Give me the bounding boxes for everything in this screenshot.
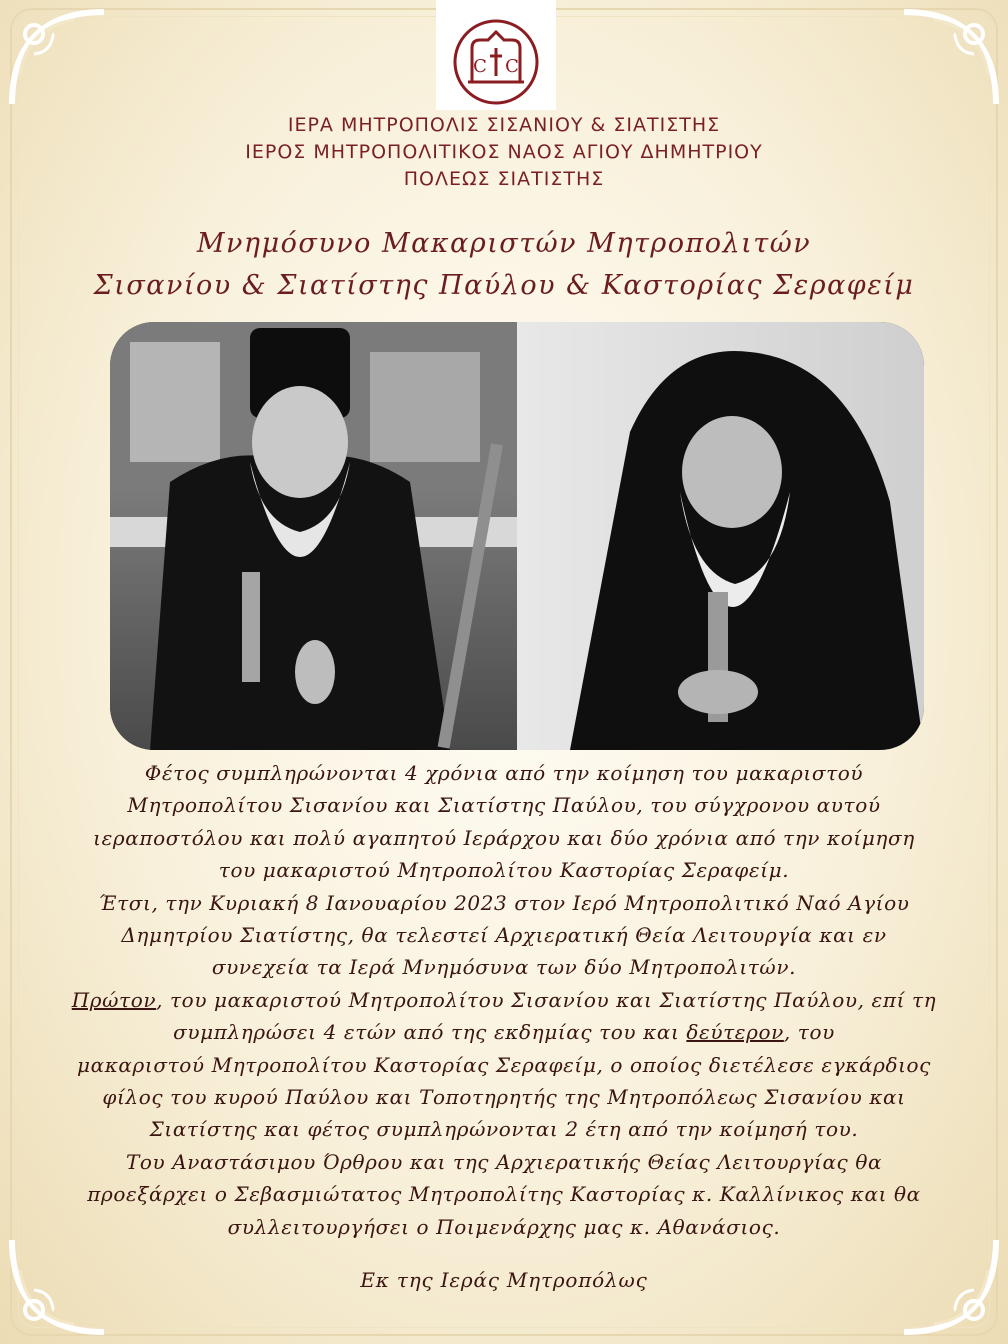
- body-line: μακαριστού Μητροπολίτου Καστορίας Σεραφείμ, ο οποίος διετέλεσε εγκάρδιος: [77, 1052, 931, 1077]
- header-line-2: ΙΕΡΟΣ ΜΗΤΡΟΠΟΛΙΤΙΚΟΣ ΝΑΟΣ ΑΓΙΟΥ ΔΗΜΗΤΡΙΟΥ: [245, 141, 763, 163]
- second-emphasis: δεύτερον: [686, 1020, 784, 1045]
- body-line: συλλειτουργήσει ο Ποιμενάρχης μας κ. Αθανάσιος.: [227, 1214, 781, 1239]
- photo-illustration: [110, 322, 924, 750]
- metropolitans-photo: [110, 322, 924, 750]
- body-line: Σιατίστης και φέτος συμπληρώνονται 2 έτη από την κοίμησή του.: [149, 1117, 859, 1142]
- body-fragment: , του: [783, 1020, 835, 1045]
- memorial-title-line-2: Σισανίου & Σιατίστης Παύλου & Καστορίας Σεραφείμ: [93, 270, 915, 301]
- body-line: φίλος του κυρού Παύλου και Τοποτηρητής της Μητροπόλεως Σισανίου και: [102, 1085, 906, 1110]
- body-line: Έτσι, την Κυριακή 8 Ιανουαρίου 2023 στον Ιερό Μητροπολιτικό Ναό Αγίου: [98, 890, 910, 915]
- body-line: [20, 984, 988, 1016]
- announcement-body: [20, 757, 988, 1243]
- body-line: Του Αναστάσιμου Όρθρου και της Αρχιερατικής Θείας Λειτουργίας θα: [125, 1149, 883, 1174]
- body-line: ιεραποστόλου και πολύ αγαπητού Ιεράρχου και δύο χρόνια από την κοίμηση: [93, 825, 915, 850]
- body-line: Μητροπολίτου Σισανίου και Σιατίστης Παύλου, του σύγχρονου αυτού: [127, 793, 881, 818]
- body-line: του μακαριστού Μητροπολίτου Καστορίας Σεραφείμ.: [218, 858, 790, 883]
- svg-text:C: C: [473, 56, 487, 77]
- body-line: Δημητρίου Σιατίστης, θα τελεστεί Αρχιερατική Θεία Λειτουργία και εν: [121, 923, 887, 948]
- corner-ornament-icon: [884, 4, 1004, 124]
- body-line: συνεχεία τα Ιερά Μνημόσυνα των δύο Μητροπολιτών.: [211, 955, 797, 980]
- corner-ornament-icon: [4, 4, 124, 124]
- body-line: Φέτος συμπληρώνονται 4 χρόνια από την κοίμηση του μακαριστού: [144, 761, 864, 785]
- body-fragment: συμπληρώσει 4 ετών από της εκδημίας του και: [173, 1020, 687, 1045]
- body-fragment: , του μακαριστού Μητροπολίτου Σισανίου και Σιατίστης Παύλου, επί τη: [156, 987, 937, 1012]
- body-line: [20, 1016, 988, 1048]
- svg-text:C: C: [505, 56, 519, 77]
- body-line: προεξάρχει ο Σεβασμιώτατος Μητροπολίτης Καστορίας κ. Καλλίνικος και θα: [87, 1182, 921, 1207]
- first-emphasis: Πρώτον: [71, 987, 157, 1012]
- closing-signature: Εκ της Ιεράς Μητροπόλως: [360, 1268, 648, 1292]
- header-line-1: ΙΕΡΑ ΜΗΤΡΟΠΟΛΙΣ ΣΙΣΑΝΙΟΥ & ΣΙΑΤΙΣΤΗΣ: [287, 114, 721, 136]
- header-line-3: ΠΟΛΕΩΣ ΣΙΑΤΙΣΤΗΣ: [403, 168, 605, 190]
- memorial-title-line-1: Μνημόσυνο Μακαριστών Μητροπολιτών: [196, 228, 812, 259]
- metropolis-logo-icon: [452, 18, 540, 106]
